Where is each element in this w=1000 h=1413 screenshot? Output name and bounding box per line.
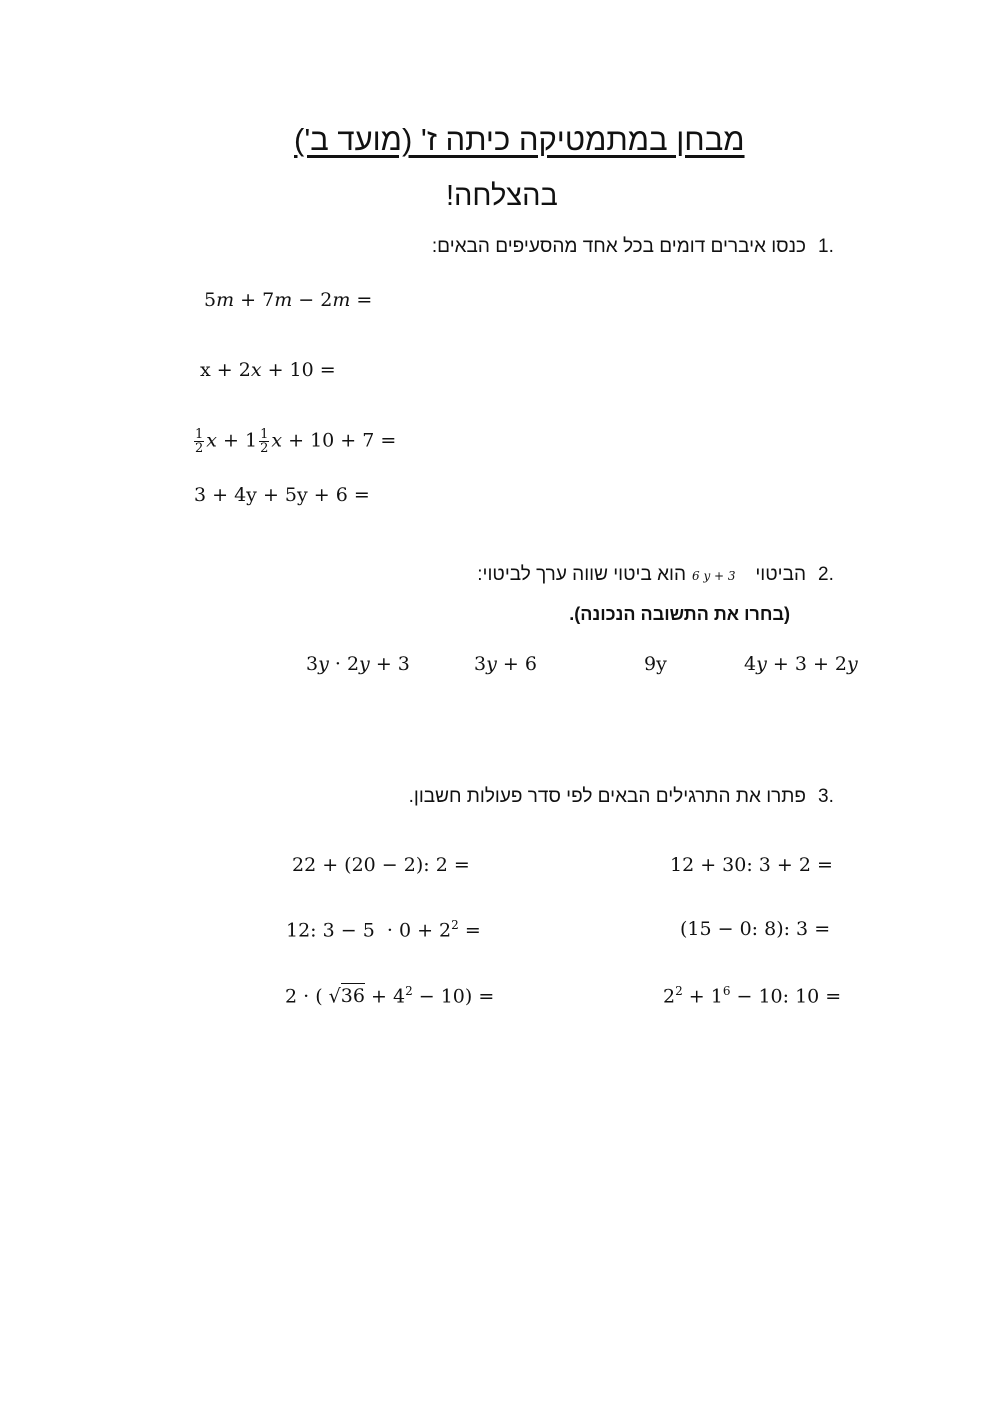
q2-instruction: (בחרו את התשובה הנכונה). bbox=[569, 604, 790, 624]
q2-number: 2. bbox=[818, 564, 834, 585]
q1-text: כנסו איברים דומים בכל אחד מהסעיפים הבאים: bbox=[431, 236, 806, 257]
q2-expression: 6 y + 3 bbox=[692, 569, 736, 583]
q1-item-3: $\frac{1}{2}$ x + 1 $\frac{1}{2}$ x + 10 + 7 = bbox=[195, 427, 397, 456]
q3-left-3: 2 · ( $√36 + 4^2 - 10$) = bbox=[285, 984, 495, 1008]
q1-number: 1. bbox=[818, 236, 834, 257]
q2-option-1[interactable]: 3y · 2y + 3 bbox=[306, 653, 410, 675]
q2-option-4[interactable]: 4y + 3 + 2y bbox=[744, 653, 858, 675]
q1-item-4: 3 + 4y + 5y + 6 = bbox=[194, 484, 370, 506]
q2-option-3[interactable]: 9y bbox=[644, 653, 667, 675]
q1-item-2: x + 2x + 10 = bbox=[200, 359, 336, 381]
good-luck-text: בהצלחה! bbox=[446, 180, 558, 212]
q3-right-3: $2^2 + 1^6 - 10$: 10 = bbox=[663, 984, 842, 1008]
q2-text-after: הוא ביטוי שווה ערך לביטוי: bbox=[477, 564, 686, 585]
q3-left-2: 12: $3 - 5 \cdot 0 + 2^2$ = bbox=[286, 918, 481, 942]
q3-right-1: 12 + 30: 3 + 2 = bbox=[670, 854, 833, 876]
q3-text: פתרו את התרגילים הבאים לפי סדר פעולות חשבון. bbox=[408, 786, 806, 807]
q3-right-2: (15 − 0: 8): 3 = bbox=[680, 918, 831, 940]
q2-text-before: הביטוי bbox=[755, 564, 806, 585]
q3-left-1: 22 + (20 − 2): 2 = bbox=[292, 854, 470, 876]
q3-number: 3. bbox=[818, 786, 834, 807]
page-title: מבחן במתמטיקה כיתה ז' (מועד ב') bbox=[294, 122, 745, 157]
q1-item-1: 5m + 7m − 2m = bbox=[204, 289, 373, 311]
q2-option-2[interactable]: 3y + 6 bbox=[474, 653, 537, 675]
